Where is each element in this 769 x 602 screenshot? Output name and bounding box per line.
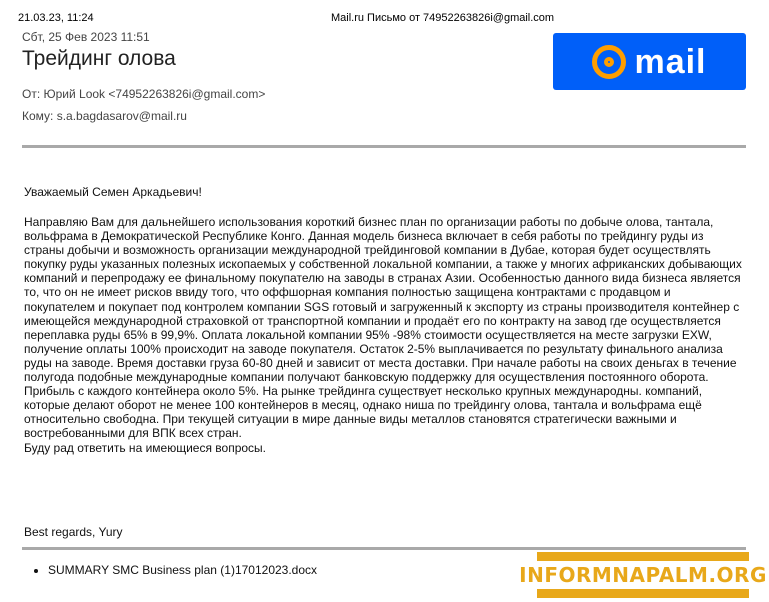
message-subject: Трейдинг олова <box>22 47 176 70</box>
attachment-list <box>48 563 317 577</box>
header-divider <box>22 145 746 148</box>
message-date: Сбт, 25 Фев 2023 11:51 <box>22 30 150 44</box>
message-greeting: Уважаемый Семен Аркадьевич! <box>24 185 202 199</box>
message-closing: Буду рад ответить на имеющиеся вопросы. <box>24 440 266 455</box>
message-body-paragraph: Направляю Вам для дальнейшего использования короткий бизнес план по организации работы по добыче олова, тантала, вольфрама в Демократической Республике Конго. Данная модель бизнеса включает в себя работы по трейдингу руды из страны добычи и возможность организации международной трейдинговой компании в Дубае, которая будет осуществлять покупку руды указанных полезных ископаемых у собственной локальной компании, а также у многих африканских добывающих компаний и перепродажу ее финальному покупателю на заводы в странах Азии. Особенностью данного вида бизнеса является то, что он не имеет рисков ввиду того, что оффшорная компания полностью защищена контрактами с продавцом и покупателем и покупает под контролем компании SGS готовый и загруженный к экспорту из страны производителя контейнер с имеющейся международной страховкой от транспортной компании и продаёт его по контракту на завод где осуществляется переплавка руды 65% в 99,9%. Оплата локальной компании 95% -98% стоимости осуществляется на месте загрузки EXW, получение оплаты 100% происходит на заводе покупателя. Остаток 2-5% выплачивается по результату финального анализа руды на заводе. Время доставки груза 60-80 дней и зависит от места доставки. При начале работы на своих деньгах в течение полугода подобные международные компании получают банковскую поддержку для осуществления постоянного оборота. Прибыль с каждого контейнера около 5%. На рынке трейдинга существует несколько крупных международны. компаний, которые делают оборот не менее 100 контейнеров в месяц, однако ниша по трейдингу олова, тантала и вольфрама ещё относительно свободна. При текущей ситуации в мире данные виды металлов становятся стратегически важными и востребованными для ВПК всех стран. <box>24 215 742 441</box>
attachments-divider <box>22 547 746 550</box>
mail-ru-logo <box>553 33 746 90</box>
message-body <box>24 215 742 455</box>
logo-text: mail <box>634 42 707 81</box>
message-from: От: Юрий Look <74952263826i@gmail.com> <box>22 87 266 101</box>
print-datetime: 21.03.23, 11:24 <box>18 12 94 24</box>
print-title: Mail.ru Письмо от 74952263826i@gmail.com <box>331 12 555 24</box>
at-sign-icon <box>592 45 626 79</box>
message-signature: Best regards, Yury <box>24 525 123 539</box>
watermark-text: INFORMNAPALM.ORG <box>513 561 769 589</box>
message-to: Кому: s.a.bagdasarov@mail.ru <box>22 109 187 123</box>
print-header <box>0 10 769 26</box>
watermark-logo <box>519 552 767 598</box>
attachment-item[interactable]: • SUMMARY SMC Business plan (1)17012023.docx <box>48 563 317 577</box>
